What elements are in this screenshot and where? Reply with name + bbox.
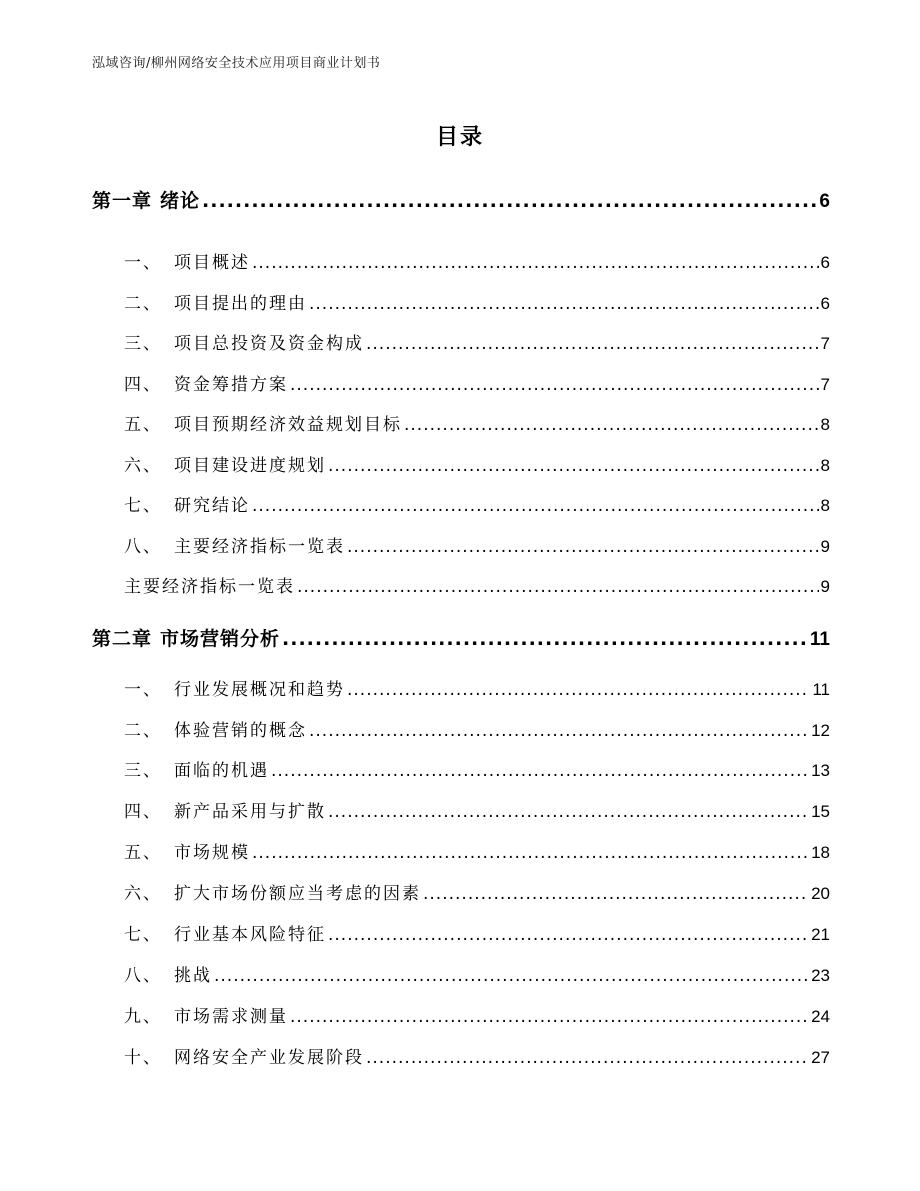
toc-entry[interactable] (92, 716, 830, 741)
toc-entry[interactable] (92, 920, 830, 945)
toc-entry-number: 七、 (124, 925, 162, 945)
toc-leader-dots (309, 721, 809, 741)
toc-entry-number: 六、 (124, 884, 162, 904)
toc-entry-label: 主要经济指标一览表 (174, 537, 345, 557)
toc-entry-number: 六、 (124, 456, 162, 476)
toc-entry[interactable] (92, 248, 830, 273)
toc-chapter-label: 市场营销分析 (160, 628, 281, 650)
toc-entry[interactable] (92, 451, 830, 476)
toc-leader-dots (271, 761, 809, 781)
toc-page-number: 11 (812, 680, 830, 699)
toc-entry[interactable] (92, 797, 830, 822)
toc-leader-dots (214, 966, 809, 986)
toc-leader-dots (328, 456, 819, 476)
toc-entry-label: 行业发展概况和趋势 (174, 680, 345, 700)
toc-entry-label: 项目总投资及资金构成 (174, 334, 364, 354)
toc-leader-dots (366, 334, 819, 354)
toc-entry[interactable] (92, 961, 830, 986)
toc-page-number: 20 (811, 884, 830, 903)
toc-leader-dots (328, 925, 809, 945)
toc-entry-number: 十、 (124, 1048, 162, 1068)
toc-page-number: 6 (819, 191, 830, 212)
toc-entry-number: 三、 (124, 334, 162, 354)
toc-subentry[interactable] (92, 572, 830, 597)
toc-page-number: 27 (811, 1048, 830, 1067)
toc-entry-label: 研究结论 (174, 496, 250, 516)
toc-entry-number: 九、 (124, 1007, 162, 1027)
toc-page-number: 23 (811, 966, 830, 985)
toc-entry-label: 项目概述 (174, 253, 250, 273)
toc-entry[interactable] (92, 329, 830, 354)
toc-page-number: 7 (820, 375, 830, 394)
toc-page-number: 12 (811, 721, 830, 740)
toc-entry-label: 体验营销的概念 (174, 721, 307, 741)
toc-entry-number: 三、 (124, 761, 162, 781)
toc-leader-dots (252, 843, 809, 863)
toc-entry-label: 项目预期经济效益规划目标 (174, 415, 402, 435)
toc-page-number: 8 (820, 415, 830, 434)
page-title: 目录 (435, 125, 484, 150)
toc-page-number: 9 (820, 577, 830, 596)
toc-leader-dots (328, 802, 809, 822)
toc-entry[interactable] (92, 838, 830, 863)
toc-page-number: 21 (811, 925, 830, 944)
toc-entry[interactable] (92, 675, 830, 700)
toc-page-number: 8 (820, 496, 830, 515)
toc-entry-label: 挑战 (174, 966, 212, 986)
toc-entry[interactable] (92, 1043, 830, 1068)
toc-leader-dots (282, 628, 808, 650)
toc-page-number: 6 (820, 253, 830, 272)
toc-entry-label: 项目提出的理由 (174, 294, 307, 314)
toc-entry-number: 二、 (124, 721, 162, 741)
toc-entry-label: 项目建设进度规划 (174, 456, 326, 476)
toc-entry-label: 市场需求测量 (174, 1007, 288, 1027)
toc-entry-label: 扩大市场份额应当考虑的因素 (174, 884, 421, 904)
toc-entry-label: 面临的机遇 (174, 761, 269, 781)
toc-entry-number: 一、 (124, 680, 162, 700)
toc-chapter-number: 第一章 (92, 190, 153, 212)
toc-entry-label: 网络安全产业发展阶段 (174, 1048, 364, 1068)
toc-chapter-2[interactable] (92, 624, 830, 651)
toc-page-number: 9 (820, 537, 830, 556)
toc-leader-dots (366, 1048, 809, 1068)
toc-leader-dots (297, 577, 819, 597)
toc-leader-dots (290, 1007, 809, 1027)
toc-page-number: 7 (820, 334, 830, 353)
running-header: 泓域咨询/柳州网络安全技术应用项目商业计划书 (92, 56, 381, 71)
toc-page-number: 24 (811, 1007, 830, 1026)
toc-entry-number: 五、 (124, 843, 162, 863)
toc-entry[interactable] (92, 879, 830, 904)
toc-entry[interactable] (92, 370, 830, 395)
toc-chapter-1[interactable] (92, 186, 830, 213)
toc-entry-number: 八、 (124, 537, 162, 557)
toc-leader-dots (309, 294, 819, 314)
toc-entry-number: 四、 (124, 802, 162, 822)
toc-chapter-number: 第二章 (92, 628, 153, 650)
toc-leader-dots (404, 415, 819, 435)
toc-entry-label: 行业基本风险特征 (174, 925, 326, 945)
toc-entry[interactable] (92, 410, 830, 435)
toc-leader-dots (252, 496, 819, 516)
toc-leader-dots (423, 884, 809, 904)
toc-entry[interactable] (92, 1002, 830, 1027)
toc-leader-dots (347, 537, 819, 557)
toc-page-number: 8 (820, 456, 830, 475)
toc-entry[interactable] (92, 289, 830, 314)
toc-entry[interactable] (92, 756, 830, 781)
toc-page-number: 15 (811, 802, 830, 821)
toc-entry-number: 四、 (124, 375, 162, 395)
toc-entry-number: 八、 (124, 966, 162, 986)
toc-page-number: 18 (811, 843, 830, 862)
toc-leader-dots (252, 253, 819, 273)
toc-chapter-label: 绪论 (160, 190, 201, 212)
toc-leader-dots (290, 375, 819, 395)
toc-entry-number: 一、 (124, 253, 162, 273)
toc-entry-label: 资金筹措方案 (174, 375, 288, 395)
toc-page-number: 6 (820, 294, 830, 313)
toc-entry[interactable] (92, 532, 830, 557)
toc-leader-dots (347, 680, 810, 700)
toc-entry-label: 市场规模 (174, 843, 250, 863)
toc-entry-label: 主要经济指标一览表 (124, 577, 295, 597)
toc-entry[interactable] (92, 491, 830, 516)
toc-entry-label: 新产品采用与扩散 (174, 802, 326, 822)
toc-entry-number: 二、 (124, 294, 162, 314)
toc-leader-dots (202, 190, 817, 212)
toc-entry-number: 五、 (124, 415, 162, 435)
toc-page-number: 11 (809, 629, 830, 650)
toc-entry-number: 七、 (124, 496, 162, 516)
toc-page-number: 13 (811, 761, 830, 780)
